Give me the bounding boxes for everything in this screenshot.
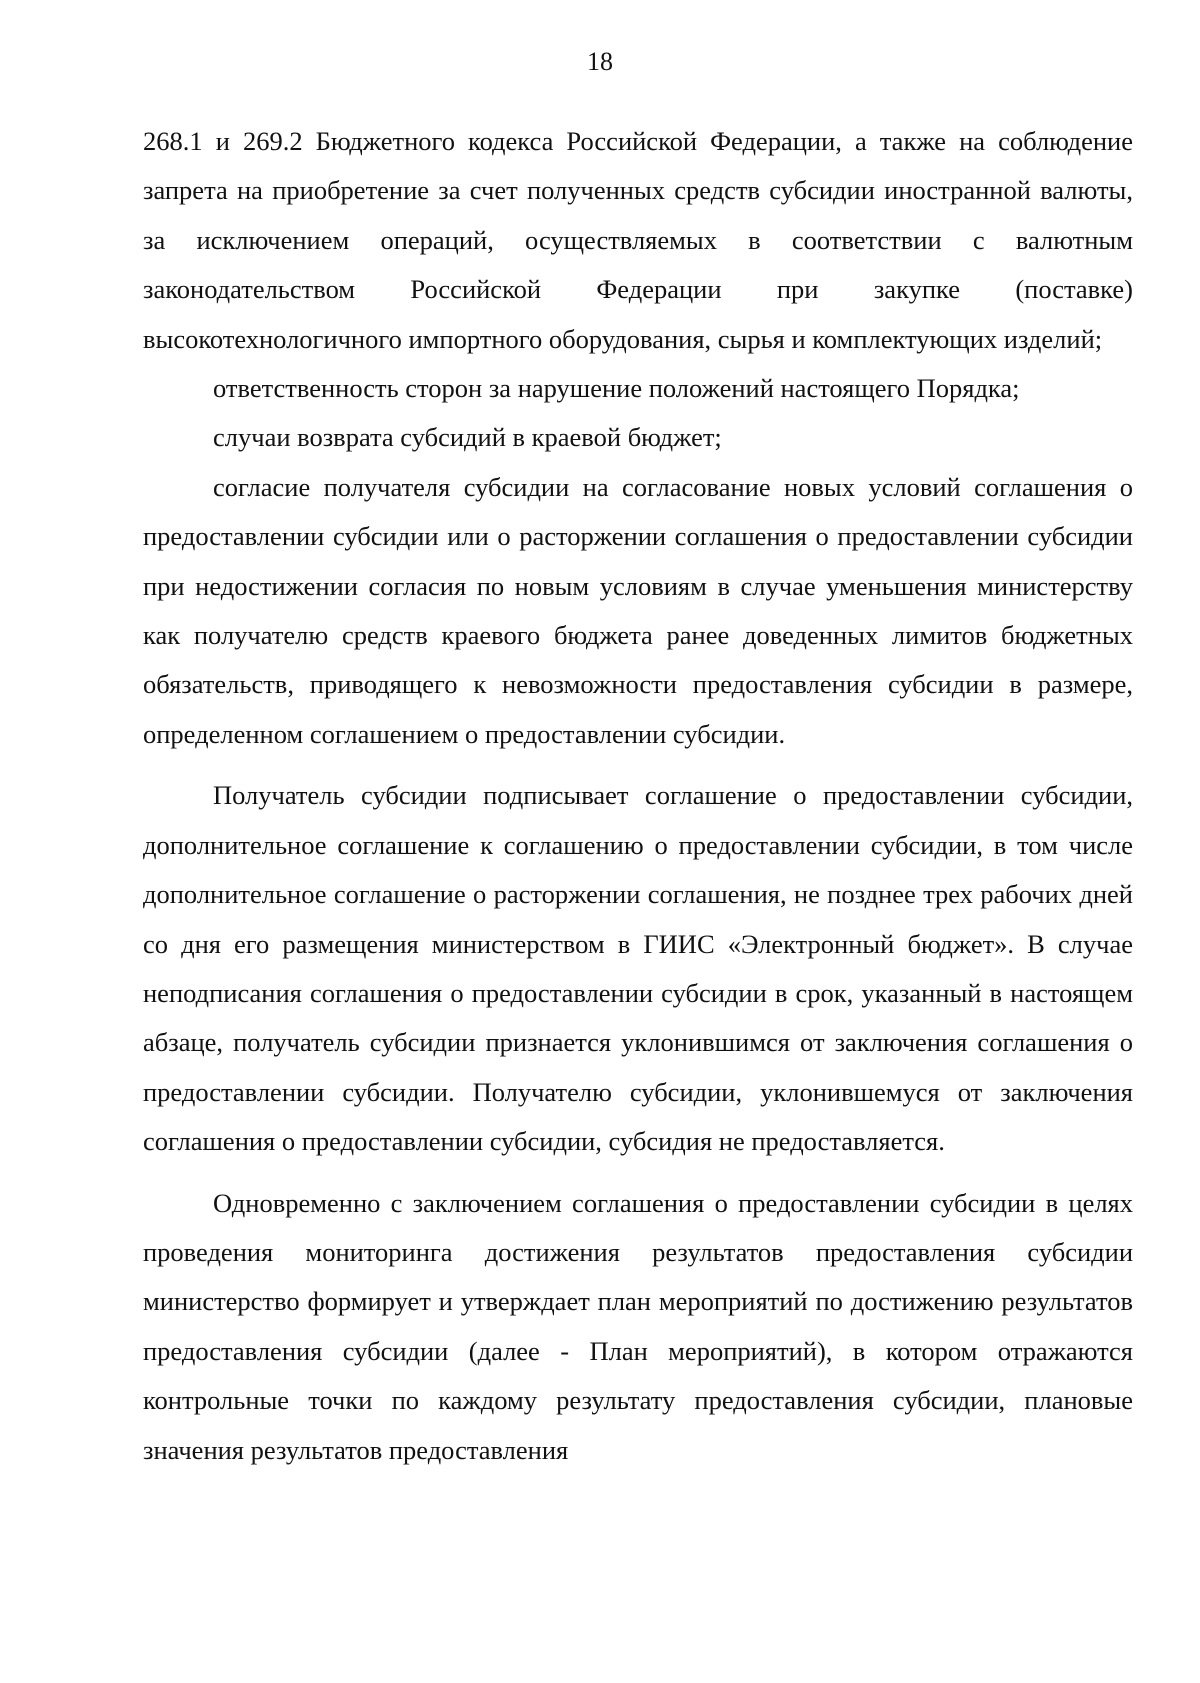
page-number: 18 (587, 47, 613, 76)
document-body (143, 117, 1133, 1475)
paragraph-action-plan: Одновременно с заключением соглашения о предоставлении субсидии в целях проведения мониторинга достижения результатов предоставления субсидии министерство формирует и утверждает план мероприятий по достижению результатов предоставления субсидии (далее - План мероприятий), в котором отражаются контрольные точки по каждому результату предоставления субсидии, плановые значения результатов предоставления (143, 1187, 1133, 1465)
paragraph-responsibility: ответственность сторон за нарушение положений настоящего Порядка; (213, 373, 1020, 404)
paragraph-agreement-signing: Получатель субсидии подписывает соглашение о предоставлении субсидии, дополнительное соглашение к соглашению о предоставлении субсидии, в том числе дополнительное соглашение о расторжении соглашения, не позднее трех рабочих дней со дня его размещения министерством в ГИИС «Электронный бюджет». В случае неподписания соглашения о предоставлении субсидии в срок, указанный в настоящем абзаце, получатель субсидии признается уклонившимся от заключения соглашения о предоставлении субсидии. Получателю субсидии, уклонившемуся от заключения соглашения о предоставлении субсидии, субсидия не предоставляется. (143, 780, 1133, 1157)
paragraph-recipient-consent: согласие получателя субсидии на согласование новых условий соглашения о предоставлении субсидии или о расторжении соглашения о предоставлении субсидии при недостижении согласия по новым условиям в случае уменьшения министерству как получателю средств краевого бюджета ранее доведенных лимитов бюджетных обязательств, приводящего к невозможности предоставления субсидии в размере, определенном соглашением о предоставлении субсидии. (143, 471, 1133, 749)
paragraph-budget-code: 268.1 и 269.2 Бюджетного кодекса Российской Федерации, а также на соблюдение запрета на приобретение за счет полученных средств субсидии иностранной валюты, за исключением операций, осуществляемых в соответствии с валютным законодательством Российской Федерации при закупке (поставке) высокотехнологичного импортного оборудования, сырья и комплектующих изделий; (143, 126, 1133, 354)
paragraph-refund-cases: случаи возврата субсидий в краевой бюджет; (213, 422, 722, 453)
